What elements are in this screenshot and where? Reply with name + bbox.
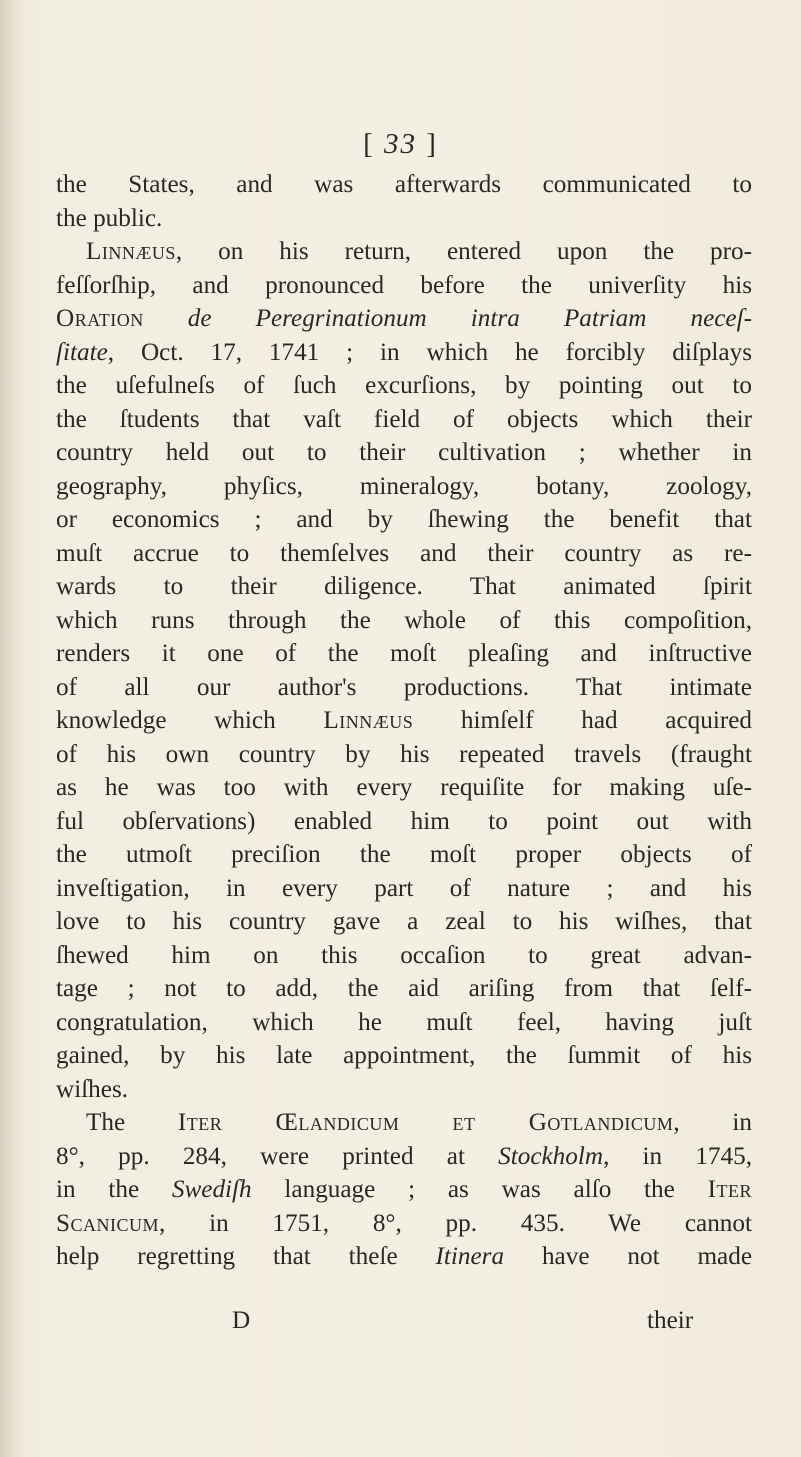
text-line (56, 939, 752, 973)
text-line (56, 369, 752, 403)
text-line (56, 738, 752, 772)
text-run: muſt accrue to themſelves and their country as re- (56, 539, 752, 567)
text-run: Iter (707, 1176, 752, 1203)
text-run: , on his return, entered upon the pro- (175, 238, 752, 265)
text-line (56, 269, 752, 303)
bracket-close: ] (426, 128, 438, 160)
text-run: Iter Œlandicum et Gotlandicum (177, 1109, 674, 1136)
text-line (56, 403, 752, 437)
text-line (56, 1073, 752, 1107)
text-line (56, 872, 752, 906)
text-run: geography, phyſics, mineralogy, botany, zoology, (56, 472, 752, 500)
text-run: inveſtigation, in every part of nature ; and his (56, 874, 752, 902)
text-run: love to his country gave a zeal to his wiſhes, that (56, 908, 752, 935)
text-line (56, 771, 752, 805)
text-line (56, 805, 752, 839)
text-run: of his own country by his repeated travels (fraught (56, 740, 752, 768)
text-run: the ſtudents that vaſt field of objects which their (56, 405, 752, 433)
text-line (56, 168, 752, 202)
text-line (56, 202, 752, 236)
text-run: or economics ; and by ſhewing the benefit that (56, 506, 752, 533)
text-line (56, 470, 752, 504)
text-line (56, 302, 752, 336)
text-line (56, 503, 752, 537)
text-run: country held out to their cultivation ; whether in (56, 439, 752, 466)
text-line (56, 1039, 752, 1073)
text-line (56, 235, 752, 269)
text-run: Linnæus (86, 238, 176, 265)
text-line (56, 671, 752, 705)
text-run: gained, by his late appointment, the ſummit of his (56, 1042, 752, 1069)
text-line (56, 637, 752, 671)
catchword: their (647, 1307, 694, 1334)
text-run: 8°, pp. 284, were printed at (56, 1142, 499, 1170)
gutter-shadow (0, 0, 22, 1457)
text-run: feſſorſhip, and pronounced before the univerſity his (56, 271, 752, 299)
text-run: wards to their diligence. That animated ſpirit (56, 573, 752, 600)
text-line (56, 1207, 752, 1241)
text-run: Swediſh (171, 1176, 252, 1203)
text-line (56, 604, 752, 638)
page-number-header (0, 128, 801, 161)
text-run: Scanicum (56, 1209, 160, 1237)
text-run: , Oct. 17, 1741 ; in which he forcibly diſplays (107, 338, 752, 366)
text-run: knowledge which (56, 707, 324, 734)
text-line (56, 570, 752, 604)
text-run: the public. (56, 204, 163, 232)
text-run: Itinera (435, 1243, 505, 1270)
body-text (56, 168, 752, 1274)
text-run: , in 1751, 8°, pp. 435. We cannot (159, 1209, 752, 1237)
bracket-open: [ (363, 128, 375, 160)
text-line (56, 838, 752, 872)
page-footer (56, 1307, 752, 1341)
text-run: the utmoſt preciſion the moſt proper objects of (56, 841, 752, 868)
text-run: have not made (504, 1243, 752, 1270)
text-run: language ; as was alſo the (251, 1176, 708, 1203)
text-line (56, 537, 752, 571)
text-line (56, 336, 752, 370)
text-run: ſitate (56, 338, 108, 366)
text-run: the States, and was afterwards communicated to (56, 171, 752, 198)
text-run: help regretting that theſe (56, 1243, 436, 1270)
text-line (56, 436, 752, 470)
text-run: as he was too with every requiſite for making uſe- (56, 774, 752, 801)
text-line (56, 1006, 752, 1040)
text-line (56, 972, 752, 1006)
text-run: , in (673, 1109, 752, 1136)
text-run: the uſefulneſs of ſuch excurſions, by pointing out to (56, 372, 752, 399)
text-run: in the (56, 1176, 172, 1203)
text-line (56, 1173, 752, 1207)
text-run: renders it one of the moſt pleaſing and inſtructive (56, 640, 752, 667)
text-run: of all our author's productions. That intimate (56, 673, 752, 701)
text-line (56, 1240, 752, 1274)
signature-mark: D (232, 1307, 251, 1334)
text-run: wiſhes. (56, 1075, 129, 1103)
text-run: ſhewed him on this occaſion to great advan- (56, 941, 752, 969)
text-run (144, 305, 188, 332)
page-number: 33 (384, 128, 417, 160)
text-run: congratulation, which he muſt feel, having juſt (56, 1008, 752, 1036)
text-run: Stockholm (498, 1142, 604, 1170)
text-run: tage ; not to add, the aid ariſing from that ſelf- (56, 975, 752, 1002)
text-line (56, 704, 752, 738)
text-run: which runs through the whole of this compoſition, (56, 606, 752, 634)
text-run: , in 1745, (603, 1142, 753, 1170)
text-line (56, 1106, 752, 1140)
text-run: Oration (56, 305, 144, 332)
text-run: The (86, 1109, 178, 1136)
text-line (56, 905, 752, 939)
text-run: Linnæus (323, 707, 414, 734)
text-run: de Peregrinationum intra Patriam neceſ- (187, 305, 752, 332)
text-run: himſelf had acquired (413, 707, 752, 734)
text-line (56, 1140, 752, 1174)
text-run: ful obſervations) enabled him to point out with (56, 807, 752, 835)
